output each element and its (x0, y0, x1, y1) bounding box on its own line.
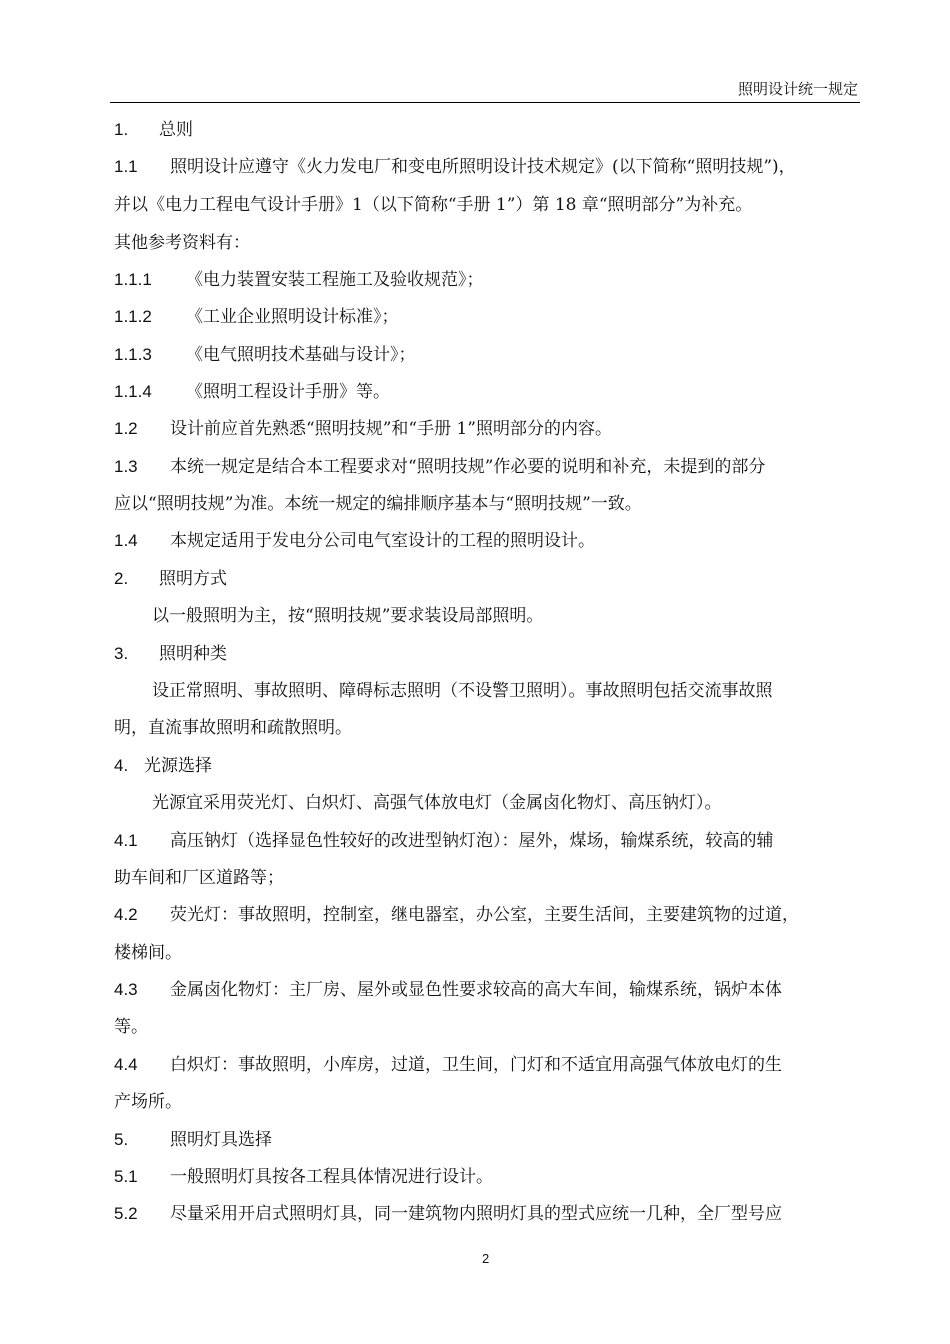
line-text: 荧光灯：事故照明，控制室，继电器室，办公室，主要生活间，主要建筑物的过道， (170, 905, 799, 925)
section-number: 4.2 (114, 905, 138, 924)
text-line (114, 228, 250, 253)
line-text: 助车间和厂区道路等； (114, 868, 284, 888)
line-text: 产场所。 (114, 1092, 182, 1112)
line-text: 白炽灯：事故照明，小库房，过道，卫生间，门灯和不适宜用高强气体放电灯的生 (170, 1055, 782, 1075)
line-text: 金属卤化物灯：主厂房、屋外或显色性要求较高的高大车间，输煤系统，锅炉本体 (170, 980, 782, 1000)
line-text: 明，直流事故照明和疏散照明。 (114, 718, 352, 738)
line-text: 照明方式 (159, 569, 227, 589)
section-number: 1.1 (114, 157, 138, 176)
line-text: 楼梯间。 (114, 943, 182, 963)
line-text: 《电气照明技术基础与设计》； (186, 345, 416, 365)
line-text: 并以《电力工程电气设计手册》1（以下简称“手册 1”）第 18 章“照明部分”为补充。 (114, 195, 753, 215)
line-text: 等。 (114, 1017, 148, 1037)
text-line (114, 152, 796, 177)
text-line (114, 975, 782, 1000)
section-number: 3. (114, 644, 129, 663)
text-line (114, 1162, 493, 1187)
text-line (114, 377, 390, 402)
text-line (152, 601, 543, 626)
text-line (114, 489, 642, 514)
line-text: 《工业企业照明设计标准》； (186, 307, 399, 327)
line-text: 照明种类 (159, 644, 227, 664)
line-text: 本统一规定是结合本工程要求对“照明技规”作必要的说明和补充，未提到的部分 (170, 457, 766, 477)
line-text: 尽量采用开启式照明灯具，同一建筑物内照明灯具的型式应统一几种，全厂型号应 (170, 1204, 782, 1224)
line-text: 应以“照明技规”为准。本统一规定的编排顺序基本与“照明技规”一致。 (114, 494, 642, 514)
section-number: 1.1.1 (114, 270, 152, 289)
text-line (152, 676, 773, 701)
line-text: 一般照明灯具按各工程具体情况进行设计。 (170, 1167, 493, 1187)
section-number: 1.1.3 (114, 345, 152, 364)
line-text: 设正常照明、事故照明、障碍标志照明（不设警卫照明）。事故照明包括交流事故照 (152, 681, 773, 701)
section-number: 4. (114, 756, 129, 775)
section-number: 4.1 (114, 831, 138, 850)
running-header: 照明设计统一规定 (737, 80, 858, 98)
line-text: 《电力装置安装工程施工及验收规范》； (186, 270, 484, 290)
text-line (114, 526, 595, 551)
section-number: 4.3 (114, 980, 138, 999)
line-text: 以一般照明为主，按“照明技规”要求装设局部照明。 (152, 606, 544, 626)
line-text: 照明设计应遵守《火力发电厂和变电所照明设计技术规定》(以下简称“照明技规”)， (170, 157, 796, 177)
text-line (114, 1199, 782, 1224)
text-line (114, 826, 774, 851)
text-line (114, 900, 799, 925)
text-line (114, 340, 416, 365)
line-text: 总则 (159, 120, 193, 140)
text-line (114, 1125, 272, 1150)
section-number: 1.4 (114, 531, 138, 550)
line-text: 光源选择 (144, 756, 212, 776)
text-line (114, 564, 227, 589)
text-line (114, 863, 284, 888)
text-line (114, 302, 399, 327)
line-text: 照明灯具选择 (170, 1130, 272, 1150)
line-text: 设计前应首先熟悉“照明技规”和“手册 1”照明部分的内容。 (170, 419, 612, 439)
text-line (114, 452, 765, 477)
section-number: 1.1.2 (114, 307, 152, 326)
text-line (114, 414, 612, 439)
line-text: 高压钠灯（选择显色性较好的改进型钠灯泡）：屋外，煤场，输煤系统，较高的辅 (170, 831, 774, 851)
text-line (114, 265, 484, 290)
section-number: 1.2 (114, 419, 138, 438)
line-text: 《照明工程设计手册》等。 (186, 382, 390, 402)
text-line (114, 190, 752, 215)
text-line (114, 1012, 148, 1037)
section-number: 5.1 (114, 1167, 138, 1186)
text-line (152, 788, 722, 813)
section-number: 2. (114, 569, 129, 588)
section-number: 1.1.4 (114, 382, 152, 401)
header-rule (110, 102, 860, 103)
text-line (114, 713, 352, 738)
text-line (114, 115, 193, 140)
section-number: 5.2 (114, 1204, 138, 1223)
text-line (114, 639, 227, 664)
section-number: 5. (114, 1130, 129, 1149)
text-line (114, 938, 182, 963)
page-number: 2 (482, 1251, 490, 1266)
section-number: 4.4 (114, 1055, 138, 1074)
section-number: 1.3 (114, 457, 138, 476)
line-text: 本规定适用于发电分公司电气室设计的工程的照明设计。 (170, 531, 595, 551)
text-line (114, 1087, 182, 1112)
text-line (114, 1050, 782, 1075)
line-text: 光源宜采用荧光灯、白炽灯、高强气体放电灯（金属卤化物灯、高压钠灯）。 (152, 793, 722, 813)
section-number: 1. (114, 120, 129, 139)
line-text: 其他参考资料有： (114, 233, 250, 253)
text-line (114, 751, 212, 776)
